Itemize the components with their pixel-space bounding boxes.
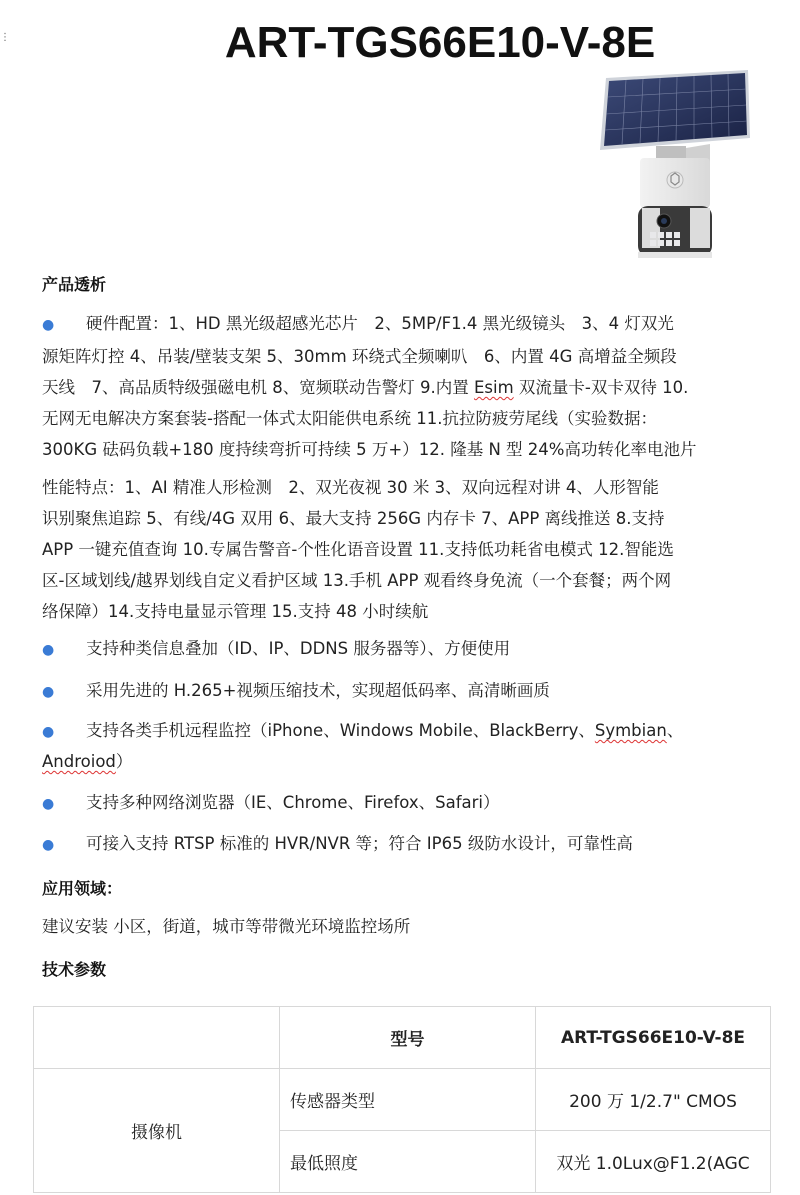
- performance-line-2: 识别聚焦追踪 5、有线/4G 双用 6、最大支持 256G 内存卡 7、APP 离线推送 8.支持: [42, 509, 665, 528]
- section-analysis-heading: 产品透析: [42, 275, 107, 294]
- performance-line-3: APP 一键充值查询 10.专属告警音-个性化语音设置 11.支持低功耗省电模式 12.智能选: [42, 540, 674, 559]
- bullet-dot-icon: ●: [42, 837, 55, 853]
- symbian-term: Symbian: [594, 721, 667, 740]
- bullet-dot-icon: ●: [42, 796, 55, 812]
- hardware-line-5: 300KG 砝码负载+180 度持续弯折可持续 5 万+）12. 隆基 N 型 24%高功转化率电池片: [42, 440, 697, 459]
- table-row-value: 双光 1.0Lux@F1.2(AGC: [536, 1131, 771, 1193]
- bullet-item-mobile: ● 支持各类手机远程监控（iPhone、Windows Mobile、BlackBerry、Symbian、 Androiod）: [42, 716, 760, 777]
- android-term: Androiod: [42, 752, 116, 771]
- bullet-item-compression: ● 采用先进的 H.265+视频压缩技术，实现超低码率、高清晰画质: [42, 676, 760, 707]
- page-title: ART-TGS66E10-V-8E: [224, 18, 656, 67]
- product-image: [598, 66, 758, 266]
- hardware-line-4: 无网无电解决方案套装-搭配一体式太阳能供电系统 11.抗拉防疲劳尾线（实验数据：: [42, 409, 657, 428]
- performance-line-1: 性能特点：1、AI 精准人形检测 2、双光夜视 30 米 3、双向远程对讲 4、人形智能: [42, 478, 659, 497]
- section-application-heading: 应用领域：: [42, 879, 123, 898]
- esim-term: Esim: [473, 378, 514, 397]
- spec-table: [33, 1006, 771, 1193]
- hardware-line-2: 源矩阵灯控 4、吊装/壁装支架 5、30mm 环绕式全频喇叭 6、内置 4G 高增益全频段: [42, 347, 677, 366]
- hardware-paragraph: [42, 308, 760, 465]
- performance-line-4: 区-区域划线/越界划线自定义看护区域 13.手机 APP 观看终身免流（一个套餐；两个网: [42, 571, 672, 590]
- table-row-label: 传感器类型: [280, 1069, 536, 1131]
- bullet-dot-icon: ●: [42, 684, 55, 700]
- bullet-dot-icon: ●: [42, 317, 55, 333]
- drag-handle-icon[interactable]: ⋮: [0, 32, 10, 43]
- table-cell-empty: [34, 1007, 280, 1069]
- performance-line-5: 络保障）14.支持电量显示管理 15.支持 48 小时续航: [42, 602, 429, 621]
- bullet-dot-icon: ●: [42, 724, 55, 740]
- table-group-label: 摄像机: [34, 1069, 280, 1193]
- table-row: [34, 1069, 771, 1131]
- application-text: 建议安装 小区，街道，城市等带微光环境监控场所: [42, 917, 411, 936]
- bullet-item-overlay: ● 支持种类信息叠加（ID、IP、DDNS 服务器等）、方便使用: [42, 634, 760, 665]
- table-row-label: 最低照度: [280, 1131, 536, 1193]
- table-header-value: ART-TGS66E10-V-8E: [536, 1007, 771, 1069]
- hardware-line-3: 天线 7、高品质特级强磁电机 8、宽频联动告警灯 9.内置 Esim 双流量卡-双卡双待 10.: [42, 378, 689, 397]
- table-row: [34, 1007, 771, 1069]
- performance-paragraph: [42, 472, 760, 627]
- section-specs-heading: 技术参数: [42, 960, 107, 979]
- bullet-item-browser: ● 支持多种网络浏览器（IE、Chrome、Firefox、Safari）: [42, 788, 760, 819]
- hardware-line-1: ● 硬件配置：1、HD 黑光级超感光芯片 2、5MP/F1.4 黑光级镜头 3、4 灯双光: [42, 308, 760, 341]
- bullet-dot-icon: ●: [42, 642, 55, 658]
- bullet-item-rtsp: ● 可接入支持 RTSP 标准的 HVR/NVR 等；符合 IP65 级防水设计，可靠性高: [42, 829, 760, 860]
- table-header-label: 型号: [280, 1007, 536, 1069]
- table-row-value: 200 万 1/2.7" CMOS: [536, 1069, 771, 1131]
